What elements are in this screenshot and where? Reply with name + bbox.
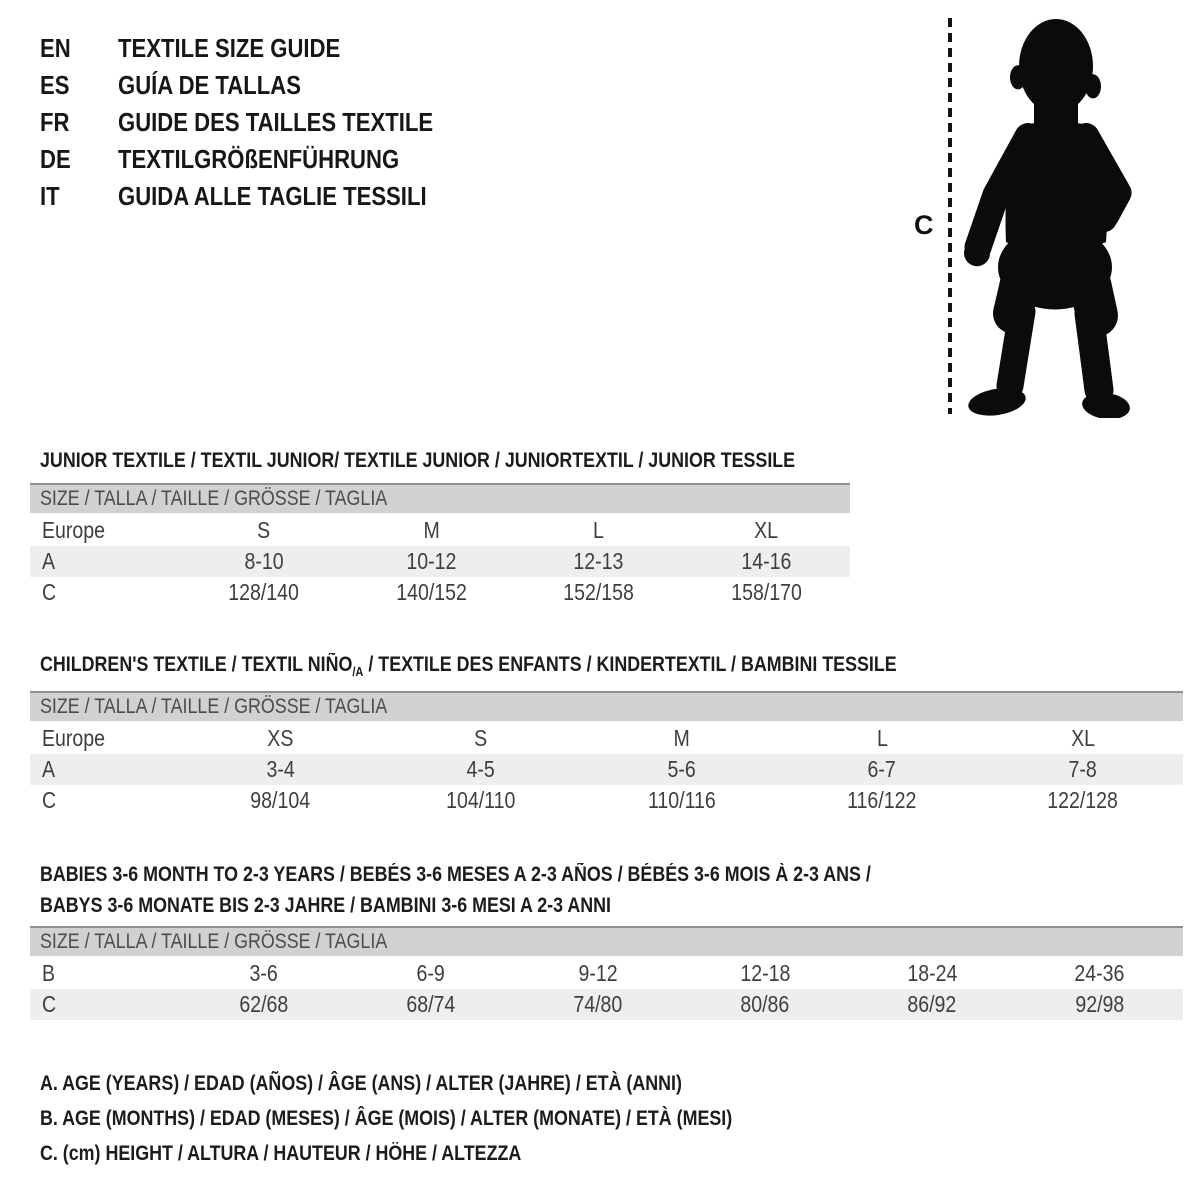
lang-row-en <box>40 30 489 67</box>
language-title-block <box>40 30 489 215</box>
lang-title: TEXTILE SIZE GUIDE <box>118 33 341 63</box>
children-row-height <box>30 785 1183 816</box>
row-label: B <box>42 960 56 986</box>
junior-row-europe <box>30 515 850 546</box>
legend-line-b-text: B. AGE (MONTHS) / EDAD (MESES) / ÂGE (MOIS) / ALTER (MONATE) / ETÀ (MESI) <box>40 1107 733 1130</box>
size-cell: XL <box>1070 725 1095 751</box>
legend-line-c-text: C. (cm) HEIGHT / ALTURA / HAUTEUR / HÖHE / ALTEZZA <box>40 1142 522 1165</box>
size-cell: M <box>673 725 690 751</box>
junior-section-title <box>40 449 928 473</box>
months-cell: 6-9 <box>416 960 445 986</box>
months-cell: 12-18 <box>740 960 791 986</box>
row-label: Europe <box>42 517 106 543</box>
row-label: C <box>42 991 57 1017</box>
age-cell: 4-5 <box>466 756 496 782</box>
months-cell: 24-36 <box>1074 960 1125 986</box>
height-cell: 80/86 <box>740 991 790 1017</box>
height-cell: 122/128 <box>1047 787 1119 813</box>
lang-title: GUIDE DES TAILLES TEXTILE <box>118 107 434 137</box>
children-title-subscript: /A <box>352 664 364 680</box>
lang-title: GUIDA ALLE TAGLIE TESSILI <box>118 181 427 211</box>
junior-row-height <box>30 577 850 608</box>
babies-row-months <box>30 958 1183 989</box>
height-measure-dashed-line <box>948 18 952 414</box>
height-cell: 128/140 <box>228 579 300 605</box>
babies-section-title-line1 <box>40 863 1018 887</box>
size-header-bar <box>30 926 1183 956</box>
measure-legend <box>40 1066 854 1171</box>
size-cell: M <box>423 517 440 543</box>
age-cell: 8-10 <box>244 548 284 574</box>
lang-code: IT <box>40 181 60 211</box>
legend-line-c <box>40 1136 854 1171</box>
lang-code: EN <box>40 33 71 63</box>
row-label: Europe <box>42 725 106 751</box>
lang-code: FR <box>40 107 70 137</box>
junior-row-age <box>30 546 850 577</box>
age-cell: 7-8 <box>1068 756 1097 782</box>
size-header-bar <box>30 691 1183 721</box>
months-cell: 3-6 <box>249 960 278 986</box>
lang-row-it <box>40 178 489 215</box>
legend-line-b <box>40 1101 854 1136</box>
row-label: A <box>42 548 56 574</box>
months-cell: 18-24 <box>907 960 958 986</box>
age-cell: 3-4 <box>266 756 295 782</box>
size-header-label: SIZE / TALLA / TAILLE / GRÖSSE / TAGLIA <box>40 695 388 718</box>
height-cell: 62/68 <box>239 991 289 1017</box>
babies-section-title-line2 <box>40 894 712 918</box>
age-cell: 14-16 <box>741 548 792 574</box>
children-row-europe <box>30 723 1183 754</box>
age-cell: 10-12 <box>406 548 457 574</box>
size-cell: XL <box>754 517 779 543</box>
row-label: A <box>42 756 56 782</box>
lang-title: GUÍA DE TALLAS <box>118 70 301 100</box>
legend-line-a <box>40 1066 854 1101</box>
height-cell: 158/170 <box>730 579 802 605</box>
size-cell: S <box>474 725 488 751</box>
junior-section-title-text: JUNIOR TEXTILE / TEXTIL JUNIOR/ TEXTILE JUNIOR / JUNIORTEXTIL / JUNIOR TESSILE <box>40 449 796 473</box>
babies-size-table <box>30 926 1183 1020</box>
size-header-label: SIZE / TALLA / TAILLE / GRÖSSE / TAGLIA <box>40 487 388 510</box>
legend-line-a-text: A. AGE (YEARS) / EDAD (AÑOS) / ÂGE (ANS) / ALTER (JAHRE) / ETÀ (ANNI) <box>40 1072 682 1095</box>
babies-row-height <box>30 989 1183 1020</box>
age-cell: 12-13 <box>573 548 624 574</box>
age-cell: 6-7 <box>867 756 897 782</box>
lang-row-de <box>40 141 489 178</box>
height-cell: 98/104 <box>250 787 311 813</box>
height-cell: 92/98 <box>1074 991 1124 1017</box>
children-title-part2: / TEXTILE DES ENFANTS / KINDERTEXTIL / BAMBINI TESSILE <box>363 653 897 677</box>
height-cell: 116/122 <box>847 787 917 813</box>
row-label: C <box>42 787 57 813</box>
children-title-part1: CHILDREN'S TEXTILE / TEXTIL NIÑO <box>40 653 353 677</box>
lang-row-fr <box>40 104 489 141</box>
size-cell: L <box>593 517 605 543</box>
junior-size-table <box>30 483 850 608</box>
height-cell: 152/158 <box>563 579 635 605</box>
height-cell: 104/110 <box>446 787 516 813</box>
age-cell: 5-6 <box>667 756 696 782</box>
row-label: C <box>42 579 57 605</box>
children-section-title-text <box>40 653 897 684</box>
height-cell: 110/116 <box>647 787 716 813</box>
lang-code: DE <box>40 144 71 174</box>
lang-row-es <box>40 67 489 104</box>
size-header-label: SIZE / TALLA / TAILLE / GRÖSSE / TAGLIA <box>40 930 388 953</box>
months-cell: 9-12 <box>578 960 618 986</box>
size-cell: L <box>876 725 888 751</box>
height-cell: 86/92 <box>907 991 957 1017</box>
baby-silhouette-icon <box>956 14 1144 418</box>
size-cell: S <box>257 517 271 543</box>
lang-code: ES <box>40 70 70 100</box>
height-cell: 140/152 <box>395 579 467 605</box>
babies-title-line1-text: BABIES 3-6 MONTH TO 2-3 YEARS / BEBÉS 3-6 MESES A 2-3 AÑOS / BÉBÉS 3-6 MOIS À 2-3 ANS / <box>40 863 871 887</box>
children-section-title <box>40 653 1048 684</box>
children-row-age <box>30 754 1183 785</box>
children-size-table <box>30 691 1183 816</box>
lang-title: TEXTILGRÖßENFÜHRUNG <box>118 144 400 174</box>
size-cell: XS <box>267 725 294 751</box>
height-measure-label: C <box>914 210 934 240</box>
babies-title-line2-text: BABYS 3-6 MONATE BIS 2-3 JAHRE / BAMBINI 3-6 MESI A 2-3 ANNI <box>40 894 611 918</box>
height-cell: 68/74 <box>406 991 456 1017</box>
size-header-bar <box>30 483 850 513</box>
height-cell: 74/80 <box>573 991 623 1017</box>
